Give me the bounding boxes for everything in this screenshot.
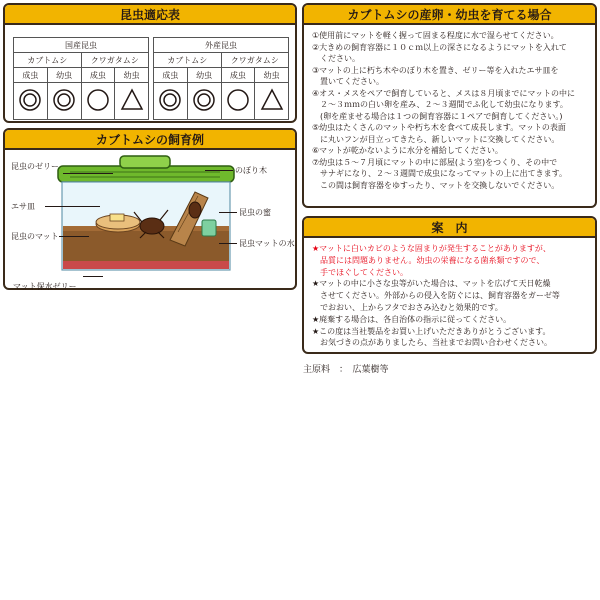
double-circle-icon (187, 83, 221, 120)
notice-text (304, 238, 595, 349)
double-circle-icon (154, 83, 188, 120)
circle-icon (81, 83, 115, 120)
double-circle-icon (14, 83, 48, 120)
instruction-line: ⑤幼虫はたくさんのマットや朽ち木を食べて成長します。マットの表面 (312, 123, 566, 132)
foreign-table (153, 37, 289, 120)
stage-label: 成虫 (14, 68, 48, 83)
leader-line (83, 276, 103, 277)
notice-line: ★マットに白いカビのような固まりが発生することがありますが、 (312, 244, 551, 253)
breeding-panel (302, 3, 597, 208)
leader-line (59, 236, 89, 237)
group-label: 外産昆虫 (154, 38, 289, 53)
instruction-line: ②大きめの飼育容器に１０ｃｍ以上の深さになるようにマットを入れて (312, 42, 567, 52)
instruction-line: ２～３ｍｍの白い卵を産み、２～３週間でふ化して幼虫になります。 (312, 100, 568, 109)
instruction-line: サナギになり、２～３週間で成虫になってマットの上に出てきます。 (312, 169, 568, 178)
instruction-line: ください。 (312, 54, 360, 63)
instruction-line: に丸いフンが目立ってきたら、新しいマットに交換してください。 (312, 134, 560, 144)
instruction-line: ①使用前にマットを軽く握って固まる程度に水で湿らせてください。 (312, 31, 559, 40)
label-feeder: エサ皿 (11, 202, 35, 211)
notice-panel (302, 216, 597, 354)
stage-label: 幼虫 (255, 68, 289, 83)
notice-line: ★廃棄する場合は、各自治体の指示に従ってください。 (312, 314, 512, 324)
leader-line (45, 206, 100, 207)
compat-panel (3, 3, 297, 123)
species-label: カブトムシ (154, 53, 222, 68)
instruction-line: この間は飼育容器をゆすったり、マットを交換しないでください。 (312, 180, 560, 190)
species-label: カブトムシ (14, 53, 82, 68)
notice-line: 手でほぐしてください。 (312, 267, 408, 277)
leader-line (219, 243, 237, 244)
double-circle-icon (47, 83, 81, 120)
notice-line: お気づきの点がありましたら、当社までお問い合わせください。 (312, 338, 552, 348)
notice-line: ★この度は当社製品をお買い上げいただきありがとうございます。 (312, 326, 551, 336)
instruction-line: ④オス・メスをペアで飼育していると、メスは８月頃までにマットの中に (312, 88, 576, 98)
label-mat: 昆虫のマット (11, 232, 59, 241)
stage-label: 幼虫 (115, 68, 149, 83)
triangle-icon (115, 83, 149, 120)
domestic-table (13, 37, 149, 120)
label-nectar: 昆虫の蜜 (239, 208, 271, 217)
stage-label: 成虫 (154, 68, 188, 83)
notice-line: 品質には問題ありません。幼虫の栄養になる菌糸類ですので、 (312, 255, 545, 265)
notice-line: させてください。外部からの侵入を防ぐには、飼育容器をガーゼ等 (312, 291, 560, 301)
leader-line (63, 173, 113, 174)
leader-line (205, 170, 233, 171)
example-title: カブトムシの飼育例 (5, 130, 295, 150)
stage-label: 幼虫 (187, 68, 221, 83)
circle-icon (221, 83, 255, 120)
species-label: クワガタムシ (81, 53, 149, 68)
example-panel (3, 128, 297, 290)
stage-label: 成虫 (81, 68, 115, 83)
instruction-line: ⑦幼虫は５～７月頃にマットの中に部屋(よう室)をつくり、その中で (312, 157, 558, 167)
label-climbing-wood: のぼり木 (235, 166, 267, 175)
group-label: 国産昆虫 (14, 38, 149, 53)
leader-line (219, 212, 237, 213)
instruction-line: 置いてください。 (312, 77, 384, 86)
instruction-line: (卵を産ませる場合は１つの飼育容器に１ペアで飼育してください。) (312, 111, 563, 121)
species-label: クワガタムシ (221, 53, 289, 68)
breeding-title: カブトムシの産卵・幼虫を育てる場合 (304, 5, 595, 25)
notice-title: 案 内 (304, 218, 595, 238)
breeding-text (304, 25, 595, 191)
stage-label: 幼虫 (47, 68, 81, 83)
label-moisture-jelly: マット保水ゼリー (13, 282, 77, 291)
instruction-line: ③マットの上に朽ち木やのぼり木を置き、ゼリー等を入れたエサ皿を (312, 65, 559, 75)
label-mat-water: 昆虫マットの水 (239, 239, 295, 248)
stage-label: 成虫 (221, 68, 255, 83)
notice-line: でおおい、上からフタでおさみ込むと効果的です。 (312, 302, 503, 312)
notice-line: ★マットの中に小さな虫等がいた場合は、マットを広げて天日乾燥 (312, 279, 551, 289)
label-jelly: 昆虫のゼリー (11, 162, 59, 171)
compat-title: 昆虫適応表 (5, 5, 295, 25)
instruction-line: ⑥マットが乾かないように水分を補給してください。 (312, 146, 503, 155)
triangle-icon (255, 83, 289, 120)
material-note: 主原料 ： 広葉樹等 (303, 365, 389, 375)
